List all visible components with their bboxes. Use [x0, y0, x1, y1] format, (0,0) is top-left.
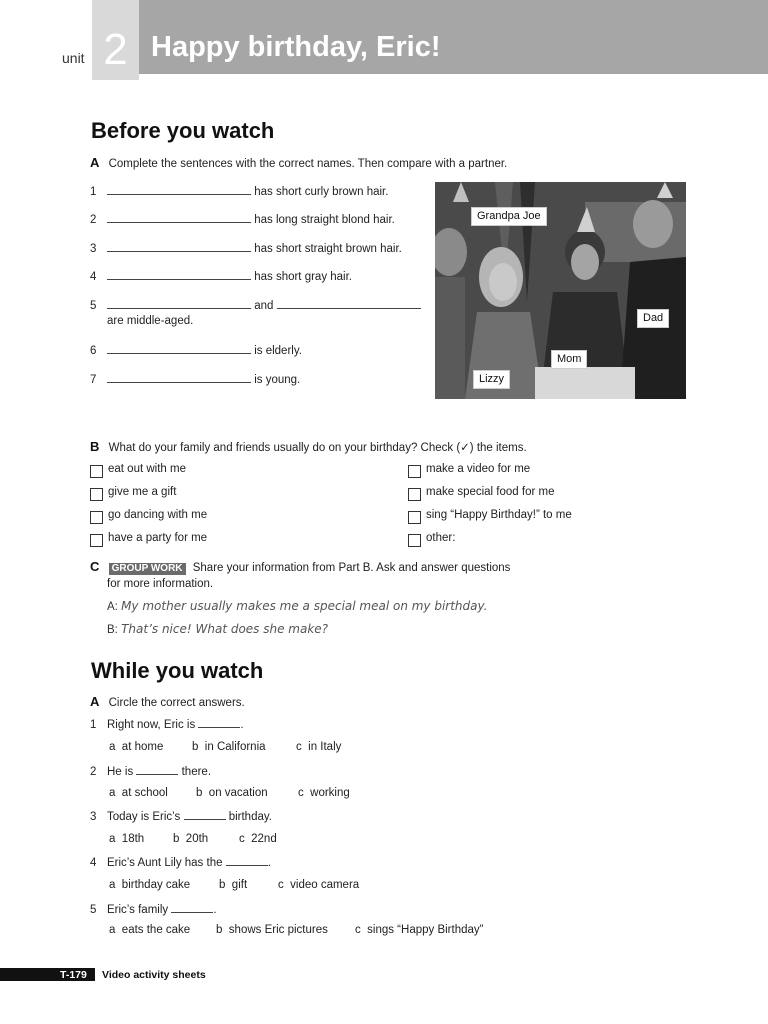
fill-item — [90, 185, 388, 199]
part-letter: B — [90, 439, 100, 454]
item-number: 4 — [90, 271, 97, 283]
answer-blank[interactable] — [184, 810, 226, 820]
item-text: has short curly brown hair. — [254, 186, 389, 198]
option[interactable] — [109, 788, 168, 800]
question-pre: Eric’s Aunt Lily has the — [107, 857, 223, 869]
fill-item — [90, 270, 352, 284]
item-number: 1 — [90, 186, 97, 198]
item-number: 5 — [90, 300, 97, 312]
checkbox-label: give me a gift — [108, 486, 177, 498]
option[interactable] — [298, 788, 350, 800]
speaker-label: B: — [107, 624, 118, 636]
option-text: sings “Happy Birthday” — [367, 924, 484, 936]
instruction-text: Circle the correct answers. — [108, 697, 245, 709]
question-number: 4 — [90, 857, 97, 869]
checkbox-label: sing “Happy Birthday!” to me — [426, 509, 572, 521]
checkbox-label: have a party for me — [108, 532, 208, 544]
example-text: That’s nice! What does she make? — [121, 622, 329, 636]
while-part-a-instruction — [90, 695, 245, 710]
option[interactable] — [196, 788, 268, 800]
answer-blank[interactable] — [107, 185, 251, 195]
option-text: 18th — [121, 833, 145, 845]
fill-item — [90, 213, 395, 227]
page-number: T-179 — [60, 969, 87, 981]
option-text: shows Eric pictures — [228, 924, 328, 936]
question-post: birthday. — [228, 811, 272, 823]
option-text: at home — [121, 741, 164, 753]
question-post: . — [267, 857, 271, 869]
answer-blank[interactable] — [107, 344, 251, 354]
section-heading-while: While you watch — [91, 658, 264, 683]
fill-item — [90, 373, 300, 387]
answer-blank[interactable] — [171, 903, 213, 913]
item-text: is young. — [254, 374, 301, 386]
option-text: on vacation — [208, 787, 268, 799]
instruction-text-continued: for more information. — [107, 578, 214, 590]
item-number: 3 — [90, 243, 97, 255]
part-letter: C — [90, 559, 100, 574]
photo-label-lizzy: Lizzy — [473, 370, 510, 389]
part-a-instruction — [90, 156, 507, 171]
example-line-b — [107, 623, 328, 637]
option-text: in Italy — [308, 741, 342, 753]
question — [90, 856, 271, 870]
part-c-instruction — [90, 560, 510, 575]
option[interactable] — [109, 834, 144, 846]
option[interactable] — [109, 880, 190, 892]
photo-label-dad: Dad — [637, 309, 669, 328]
option-text: at school — [121, 787, 168, 799]
option-text: gift — [231, 879, 248, 891]
option-letter: c — [355, 924, 361, 936]
item-text: has long straight blond hair. — [254, 214, 395, 226]
option[interactable] — [296, 742, 341, 754]
option-letter: b — [192, 741, 199, 753]
question-number: 1 — [90, 719, 97, 731]
question — [90, 765, 211, 779]
fill-item — [90, 299, 421, 313]
question-number: 3 — [90, 811, 97, 823]
question-pre: Eric’s family — [107, 904, 169, 916]
example-text: My mother usually makes me a special meal on my birthday. — [121, 599, 488, 613]
answer-blank[interactable] — [107, 213, 251, 223]
group-work-tag: GROUP WORK — [109, 563, 186, 575]
option-text: 20th — [185, 833, 209, 845]
answer-blank[interactable] — [277, 299, 421, 309]
option-letter: c — [239, 833, 245, 845]
photo-label-grandpa: Grandpa Joe — [471, 207, 547, 226]
item-number: 2 — [90, 214, 97, 226]
option-letter: c — [296, 741, 302, 753]
option[interactable] — [216, 925, 328, 937]
question-pre: Today is Eric’s — [107, 811, 181, 823]
checkbox[interactable] — [408, 465, 421, 478]
option-letter: a — [109, 924, 116, 936]
option-text: birthday cake — [121, 879, 191, 891]
option-letter: b — [216, 924, 223, 936]
answer-blank[interactable] — [107, 242, 251, 252]
option-letter: a — [109, 741, 116, 753]
question-number: 5 — [90, 904, 97, 916]
option-letter: a — [109, 879, 116, 891]
option[interactable] — [355, 925, 483, 937]
answer-blank[interactable] — [107, 270, 251, 280]
answer-blank[interactable] — [226, 856, 268, 866]
option-letter: c — [278, 879, 284, 891]
section-heading-before: Before you watch — [91, 118, 275, 143]
instruction-text: Share your information from Part B. Ask and answer questions — [192, 562, 511, 574]
family-photo — [435, 182, 686, 399]
page-title: Happy birthday, Eric! — [151, 31, 441, 63]
unit-label: unit — [62, 50, 85, 66]
option[interactable] — [173, 834, 208, 846]
checkbox-label: make special food for me — [426, 486, 555, 498]
option-text: 22nd — [251, 833, 277, 845]
footer-title: Video activity sheets — [102, 969, 206, 981]
checkbox[interactable] — [90, 488, 103, 501]
option-letter: a — [109, 833, 116, 845]
question-number: 2 — [90, 766, 97, 778]
answer-blank[interactable] — [107, 299, 251, 309]
question-post: . — [240, 719, 244, 731]
answer-blank[interactable] — [107, 373, 251, 383]
item-text: has short gray hair. — [254, 271, 353, 283]
question-pre: Right now, Eric is — [107, 719, 196, 731]
option[interactable] — [219, 880, 247, 892]
item-number: 7 — [90, 374, 97, 386]
unit-number: 2 — [103, 25, 128, 74]
option-letter: b — [173, 833, 180, 845]
question-pre: He is — [107, 766, 134, 778]
part-letter: A — [90, 694, 100, 709]
instruction-text: What do your family and friends usually do on your birthday? Check (✓) the items. — [108, 442, 527, 454]
item-text: is elderly. — [254, 345, 302, 357]
photo-label-mom: Mom — [551, 350, 587, 369]
option[interactable] — [109, 925, 190, 937]
question — [90, 718, 244, 732]
option[interactable] — [239, 834, 277, 846]
option[interactable] — [278, 880, 359, 892]
answer-blank[interactable] — [136, 765, 178, 775]
speaker-label: A: — [107, 601, 118, 613]
checkbox-label: make a video for me — [426, 463, 531, 475]
option-text: video camera — [290, 879, 360, 891]
item-text: and — [254, 300, 274, 312]
option-letter: b — [219, 879, 226, 891]
checkbox[interactable] — [90, 534, 103, 547]
instruction-text: Complete the sentences with the correct names. Then compare with a partner. — [108, 158, 508, 170]
question — [90, 810, 272, 824]
part-b-instruction — [90, 440, 527, 455]
checkbox[interactable] — [408, 511, 421, 524]
checkbox-label: other: — [426, 532, 456, 544]
option[interactable] — [109, 742, 163, 754]
fill-item — [90, 242, 402, 256]
option-letter: a — [109, 787, 116, 799]
option[interactable] — [192, 742, 266, 754]
part-letter: A — [90, 155, 100, 170]
option-text: eats the cake — [121, 924, 191, 936]
question-post: . — [213, 904, 217, 916]
checkbox-label: eat out with me — [108, 463, 186, 475]
fill-item — [90, 344, 302, 358]
example-line-a — [107, 600, 488, 614]
option-letter: b — [196, 787, 203, 799]
option-text: working — [310, 787, 350, 799]
answer-blank[interactable] — [198, 718, 240, 728]
checkbox-label: go dancing with me — [108, 509, 208, 521]
checkbox[interactable] — [408, 488, 421, 501]
question-post: there. — [181, 766, 212, 778]
option-letter: c — [298, 787, 304, 799]
checkbox[interactable] — [90, 465, 103, 478]
checkbox[interactable] — [408, 534, 421, 547]
question — [90, 903, 217, 917]
item-number: 6 — [90, 345, 97, 357]
checkbox[interactable] — [90, 511, 103, 524]
option-text: in California — [204, 741, 266, 753]
item-continuation: are middle-aged. — [107, 315, 194, 327]
item-text: has short straight brown hair. — [254, 243, 402, 255]
